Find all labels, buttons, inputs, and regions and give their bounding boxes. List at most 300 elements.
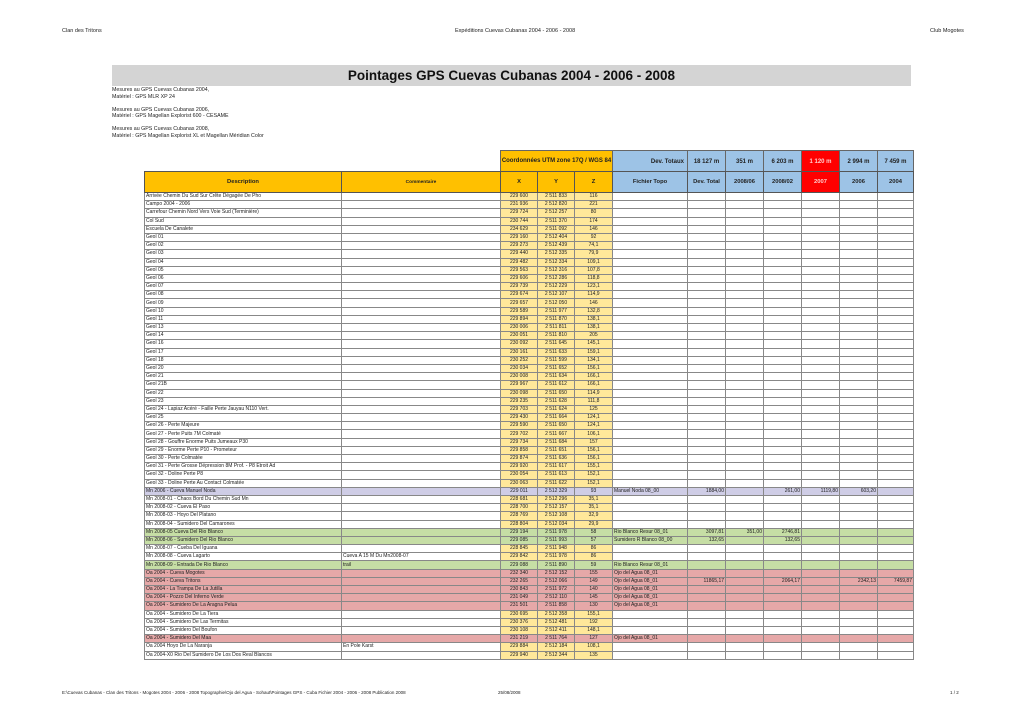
cell-y: 2 511 858 — [538, 602, 575, 610]
cell-fichier-topo — [613, 217, 688, 225]
cell-fichier-topo — [613, 414, 688, 422]
cell-commentaire — [342, 610, 501, 618]
cell-commentaire — [342, 520, 501, 528]
cell-x: 231 936 — [501, 201, 538, 209]
cell-y: 2 511 651 — [538, 446, 575, 454]
cell-fichier-topo — [613, 471, 688, 479]
cell-2007 — [802, 651, 840, 659]
cell-2004 — [878, 651, 914, 659]
cell-commentaire — [342, 626, 501, 634]
cell-2008-06 — [726, 209, 764, 217]
cell-y: 2 511 612 — [538, 381, 575, 389]
cell-fichier-topo — [613, 495, 688, 503]
cell-2007 — [802, 258, 840, 266]
cell-2008-02 — [764, 324, 802, 332]
table-row — [145, 618, 914, 626]
col-header-fichier-topo: Fichier Topo — [613, 172, 688, 193]
table-row — [145, 225, 914, 233]
total-dev-2007: 1 120 m — [802, 151, 840, 173]
cell-2007 — [802, 397, 840, 405]
cell-fichier-topo — [613, 512, 688, 520]
cell-y: 2 511 092 — [538, 225, 575, 233]
cell-2006 — [840, 315, 878, 323]
cell-z: 152,1 — [575, 471, 613, 479]
cell-2007 — [802, 536, 840, 544]
cell-dev-total — [688, 455, 726, 463]
cell-z: 118,8 — [575, 274, 613, 282]
cell-dev-total — [688, 283, 726, 291]
cell-2006 — [840, 209, 878, 217]
cell-commentaire — [342, 291, 501, 299]
cell-2008-06 — [726, 266, 764, 274]
table-row — [145, 569, 914, 577]
page-header-center: Expéditions Cuevas Cubanas 2004 - 2006 - 2008 — [455, 28, 576, 34]
cell-commentaire — [342, 504, 501, 512]
cell-z: 59 — [575, 561, 613, 569]
cell-dev-total — [688, 586, 726, 594]
cell-dev-total — [688, 618, 726, 626]
cell-commentaire — [342, 217, 501, 225]
cell-z: 174 — [575, 217, 613, 225]
cell-description: Col Sud — [145, 217, 342, 225]
table-row — [145, 643, 914, 651]
cell-2007 — [802, 594, 840, 602]
cell-description: Geol 23 — [145, 397, 342, 405]
cell-description: Mn 2008-08 - Cueva Lagarto — [145, 553, 342, 561]
cell-2004 — [878, 242, 914, 250]
cell-x: 229 940 — [501, 651, 538, 659]
cell-y: 2 511 833 — [538, 193, 575, 201]
cell-2006 — [840, 643, 878, 651]
cell-2004 — [878, 643, 914, 651]
cell-2006 — [840, 414, 878, 422]
table-row — [145, 340, 914, 348]
cell-fichier-topo — [613, 479, 688, 487]
cell-z: 152,1 — [575, 479, 613, 487]
cell-2006 — [840, 561, 878, 569]
table-row — [145, 356, 914, 364]
cell-2007 — [802, 446, 840, 454]
cell-2007 — [802, 405, 840, 413]
cell-2007 — [802, 495, 840, 503]
cell-dev-total — [688, 635, 726, 643]
cell-2008-06 — [726, 233, 764, 241]
cell-2004 — [878, 389, 914, 397]
cell-z: 80 — [575, 209, 613, 217]
cell-fichier-topo — [613, 258, 688, 266]
cell-commentaire — [342, 651, 501, 659]
cell-2008-02 — [764, 250, 802, 258]
cell-2008-02 — [764, 438, 802, 446]
note-2008 — [112, 126, 264, 139]
cell-2006 — [840, 381, 878, 389]
cell-2007 — [802, 618, 840, 626]
cell-commentaire — [342, 446, 501, 454]
cell-fichier-topo — [613, 389, 688, 397]
cell-x: 229 011 — [501, 487, 538, 495]
cell-description: Oa 2004 - Sumidero Del Boufon — [145, 626, 342, 634]
cell-z: 107,8 — [575, 266, 613, 274]
cell-2006 — [840, 250, 878, 258]
cell-z: 111,8 — [575, 397, 613, 405]
table-row — [145, 635, 914, 643]
cell-x: 229 657 — [501, 299, 538, 307]
cell-commentaire — [342, 430, 501, 438]
cell-y: 2 511 764 — [538, 635, 575, 643]
cell-y: 2 511 810 — [538, 332, 575, 340]
table-header-row — [145, 172, 914, 193]
table-row — [145, 602, 914, 610]
cell-dev-total — [688, 373, 726, 381]
cell-fichier-topo: Ojo del Agua 08_01 — [613, 635, 688, 643]
cell-z: 125 — [575, 405, 613, 413]
cell-z: 145,1 — [575, 340, 613, 348]
cell-2004 — [878, 422, 914, 430]
cell-2008-06 — [726, 193, 764, 201]
cell-2008-06 — [726, 389, 764, 397]
table-row — [145, 201, 914, 209]
cell-x: 230 108 — [501, 626, 538, 634]
col-header-2008-02: 2008/02 — [764, 172, 802, 193]
cell-dev-total — [688, 258, 726, 266]
cell-2008-02 — [764, 455, 802, 463]
cell-2006 — [840, 201, 878, 209]
cell-commentaire — [342, 635, 501, 643]
total-dev-all: 18 127 m — [688, 151, 726, 173]
cell-2004 — [878, 373, 914, 381]
cell-z: 127 — [575, 635, 613, 643]
cell-2008-02 — [764, 618, 802, 626]
cell-z: 138,1 — [575, 315, 613, 323]
cell-description: Mn 2008-05 Cueva Del Rio Blanco — [145, 528, 342, 536]
cell-2004 — [878, 201, 914, 209]
cell-description: Mn 2008-04 - Sumidero Del Camarones — [145, 520, 342, 528]
cell-x: 229 088 — [501, 561, 538, 569]
cell-dev-total — [688, 561, 726, 569]
total-dev-2006: 2 994 m — [840, 151, 878, 173]
cell-fichier-topo — [613, 520, 688, 528]
total-dev-2008-06: 351 m — [726, 151, 764, 173]
cell-x: 229 674 — [501, 291, 538, 299]
cell-x: 229 563 — [501, 266, 538, 274]
table-row — [145, 487, 914, 495]
cell-fichier-topo: Ojo del Agua 08_01 — [613, 586, 688, 594]
cell-y: 2 511 645 — [538, 340, 575, 348]
cell-2004 — [878, 635, 914, 643]
cell-dev-total — [688, 217, 726, 225]
cell-2006 — [840, 626, 878, 634]
cell-2006 — [840, 471, 878, 479]
cell-2006 — [840, 553, 878, 561]
cell-description: Geol 30 - Perte Colmatée — [145, 455, 342, 463]
gps-points-table — [144, 171, 914, 660]
cell-x: 229 858 — [501, 446, 538, 454]
cell-fichier-topo: Sumidero R Blanco 08_00 — [613, 536, 688, 544]
cell-2008-02 — [764, 405, 802, 413]
cell-2008-06 — [726, 618, 764, 626]
cell-2008-06 — [726, 299, 764, 307]
cell-2008-06 — [726, 577, 764, 585]
cell-2006 — [840, 405, 878, 413]
table-row — [145, 274, 914, 282]
cell-dev-total — [688, 553, 726, 561]
cell-dev-total — [688, 340, 726, 348]
cell-y: 2 512 110 — [538, 594, 575, 602]
cell-2006 — [840, 438, 878, 446]
cell-2008-06 — [726, 553, 764, 561]
cell-y: 2 512 481 — [538, 618, 575, 626]
cell-2007 — [802, 332, 840, 340]
cell-y: 2 511 650 — [538, 389, 575, 397]
cell-fichier-topo — [613, 324, 688, 332]
cell-x: 230 098 — [501, 389, 538, 397]
cell-dev-total — [688, 332, 726, 340]
cell-2006 — [840, 479, 878, 487]
cell-2004 — [878, 528, 914, 536]
cell-2008-02: 261,00 — [764, 487, 802, 495]
cell-description: Geol 08 — [145, 291, 342, 299]
cell-x: 230 092 — [501, 340, 538, 348]
cell-commentaire — [342, 381, 501, 389]
cell-fichier-topo — [613, 332, 688, 340]
cell-dev-total — [688, 242, 726, 250]
table-row — [145, 520, 914, 528]
cell-x: 228 769 — [501, 512, 538, 520]
cell-description: Geol 14 — [145, 332, 342, 340]
cell-2007 — [802, 201, 840, 209]
total-dev-2008-02: 6 203 m — [764, 151, 802, 173]
cell-2007 — [802, 283, 840, 291]
cell-z: 35,1 — [575, 504, 613, 512]
cell-description: Oa 2004 - Sumidero De La Aragna Pelua — [145, 602, 342, 610]
cell-2006 — [840, 594, 878, 602]
table-row — [145, 397, 914, 405]
cell-z: 145 — [575, 594, 613, 602]
cell-commentaire — [342, 307, 501, 315]
table-row — [145, 594, 914, 602]
cell-dev-total — [688, 356, 726, 364]
cell-dev-total — [688, 512, 726, 520]
cell-2008-06 — [726, 340, 764, 348]
cell-2008-06 — [726, 422, 764, 430]
cell-description: Geol 10 — [145, 307, 342, 315]
cell-2008-06 — [726, 381, 764, 389]
cell-2008-06 — [726, 373, 764, 381]
cell-2006 — [840, 495, 878, 503]
cell-2007 — [802, 553, 840, 561]
cell-2006 — [840, 528, 878, 536]
cell-x: 229 702 — [501, 430, 538, 438]
cell-description: Oa 2004 - Cueva Tritons — [145, 577, 342, 585]
cell-fichier-topo — [613, 299, 688, 307]
cell-2006: 2342,13 — [840, 577, 878, 585]
cell-description: Geol 21 — [145, 373, 342, 381]
cell-2006 — [840, 332, 878, 340]
table-row — [145, 422, 914, 430]
cell-x: 230 051 — [501, 332, 538, 340]
cell-2006 — [840, 348, 878, 356]
table-row — [145, 258, 914, 266]
cell-2007 — [802, 193, 840, 201]
cell-2008-06 — [726, 405, 764, 413]
cell-fichier-topo: Rio Blanco Resur 08_01 — [613, 528, 688, 536]
cell-y: 2 511 811 — [538, 324, 575, 332]
cell-2004 — [878, 217, 914, 225]
cell-x: 229 085 — [501, 536, 538, 544]
cell-y: 2 511 993 — [538, 536, 575, 544]
cell-2004 — [878, 446, 914, 454]
cell-x: 229 606 — [501, 274, 538, 282]
cell-x: 230 376 — [501, 618, 538, 626]
cell-description: Geol 11 — [145, 315, 342, 323]
cell-2008-02 — [764, 348, 802, 356]
cell-2007 — [802, 389, 840, 397]
cell-description: Oa 2004 - La Trampa De La Jutilla — [145, 586, 342, 594]
cell-description: Geol 01 — [145, 233, 342, 241]
cell-y: 2 511 890 — [538, 561, 575, 569]
cell-z: 146 — [575, 225, 613, 233]
cell-2008-06 — [726, 307, 764, 315]
cell-2008-02 — [764, 258, 802, 266]
cell-fichier-topo — [613, 626, 688, 634]
cell-dev-total — [688, 463, 726, 471]
cell-2008-02 — [764, 422, 802, 430]
table-row — [145, 250, 914, 258]
cell-y: 2 512 334 — [538, 258, 575, 266]
cell-description: Geol 28 - Gouffre Enorme Puits Jumeaux P30 — [145, 438, 342, 446]
cell-description: Geol 27 - Perte Puits 7M Colmaté — [145, 430, 342, 438]
cell-2006 — [840, 455, 878, 463]
cell-commentaire — [342, 577, 501, 585]
cell-dev-total — [688, 545, 726, 553]
cell-2008-02 — [764, 299, 802, 307]
table-row — [145, 307, 914, 315]
table-row — [145, 495, 914, 503]
col-header-dev-total: Dev. Total — [688, 172, 726, 193]
cell-dev-total — [688, 520, 726, 528]
cell-fichier-topo — [613, 455, 688, 463]
cell-dev-total — [688, 422, 726, 430]
cell-2008-06 — [726, 315, 764, 323]
cell-y: 2 511 633 — [538, 348, 575, 356]
cell-x: 229 703 — [501, 405, 538, 413]
cell-y: 2 511 636 — [538, 455, 575, 463]
cell-2008-02 — [764, 373, 802, 381]
table-row — [145, 626, 914, 634]
cell-fichier-topo — [613, 446, 688, 454]
cell-2008-02 — [764, 217, 802, 225]
cell-2006 — [840, 283, 878, 291]
cell-description: Geol 31 - Perte Grosse Dépression 8M Prof. - P8 Etroit Ad — [145, 463, 342, 471]
cell-2008-06 — [726, 356, 764, 364]
cell-2004 — [878, 193, 914, 201]
cell-x: 229 235 — [501, 397, 538, 405]
cell-2006 — [840, 242, 878, 250]
cell-x: 234 629 — [501, 225, 538, 233]
table-row — [145, 209, 914, 217]
cell-fichier-topo — [613, 315, 688, 323]
cell-2007 — [802, 504, 840, 512]
cell-y: 2 512 335 — [538, 250, 575, 258]
cell-2006 — [840, 520, 878, 528]
cell-dev-total — [688, 324, 726, 332]
cell-description: Mn 2008-06 - Sumidero Del Rio Blanco — [145, 536, 342, 544]
cell-y: 2 511 977 — [538, 307, 575, 315]
cell-y: 2 512 050 — [538, 299, 575, 307]
cell-z: 124,1 — [575, 414, 613, 422]
cell-2004 — [878, 266, 914, 274]
cell-2008-06 — [726, 504, 764, 512]
cell-2008-06 — [726, 324, 764, 332]
cell-fichier-topo: Ojo del Agua 08_01 — [613, 594, 688, 602]
cell-fichier-topo: Ojo del Agua 08_01 — [613, 602, 688, 610]
cell-2007 — [802, 438, 840, 446]
cell-commentaire — [342, 397, 501, 405]
footer-date: 25/08/2008 — [498, 690, 521, 695]
cell-x: 229 739 — [501, 283, 538, 291]
table-row — [145, 479, 914, 487]
cell-z: 130 — [575, 602, 613, 610]
cell-z: 157 — [575, 438, 613, 446]
cell-2006 — [840, 373, 878, 381]
cell-x: 229 160 — [501, 233, 538, 241]
cell-commentaire — [342, 422, 501, 430]
cell-z: 58 — [575, 528, 613, 536]
cell-z: 32,9 — [575, 512, 613, 520]
cell-z: 156,1 — [575, 455, 613, 463]
cell-dev-total — [688, 479, 726, 487]
cell-z: 79,9 — [575, 250, 613, 258]
cell-fichier-topo — [613, 225, 688, 233]
cell-y: 2 512 066 — [538, 577, 575, 585]
cell-fichier-topo: Ojo del Agua 08_01 — [613, 569, 688, 577]
cell-commentaire — [342, 324, 501, 332]
cell-commentaire — [342, 463, 501, 471]
cell-2008-02 — [764, 643, 802, 651]
cell-2007 — [802, 250, 840, 258]
table-row — [145, 389, 914, 397]
cell-y: 2 512 152 — [538, 569, 575, 577]
cell-z: 155,1 — [575, 463, 613, 471]
cell-2007 — [802, 430, 840, 438]
cell-z: 205 — [575, 332, 613, 340]
cell-description: Campo 2004 - 2006 — [145, 201, 342, 209]
equipment-notes — [112, 87, 264, 146]
cell-fichier-topo — [613, 307, 688, 315]
table-row — [145, 430, 914, 438]
cell-fichier-topo — [613, 643, 688, 651]
cell-2004 — [878, 299, 914, 307]
cell-y: 2 511 667 — [538, 430, 575, 438]
cell-2004 — [878, 618, 914, 626]
cell-description: Geol 33 - Doline Perte Au Contact Colmatée — [145, 479, 342, 487]
cell-x: 230 744 — [501, 217, 538, 225]
cell-z: 192 — [575, 618, 613, 626]
cell-2008-06: 351,00 — [726, 528, 764, 536]
cell-2004 — [878, 520, 914, 528]
cell-2008-06 — [726, 274, 764, 282]
table-row — [145, 405, 914, 413]
cell-x: 230 054 — [501, 471, 538, 479]
cell-z: 148,1 — [575, 626, 613, 634]
cell-2006 — [840, 504, 878, 512]
cell-x: 230 695 — [501, 610, 538, 618]
cell-2007 — [802, 348, 840, 356]
cell-2008-06 — [726, 586, 764, 594]
cell-dev-total — [688, 193, 726, 201]
cell-2008-06 — [726, 561, 764, 569]
cell-2004 — [878, 569, 914, 577]
